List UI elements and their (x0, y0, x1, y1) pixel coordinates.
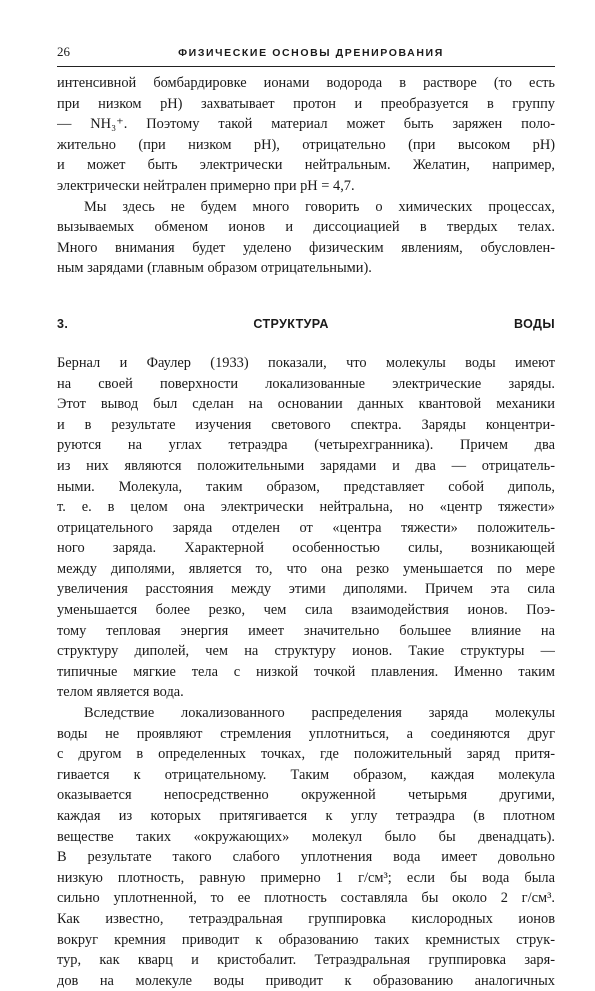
text-line: тому тепловая энергия имеет значительно большее влияние на (57, 622, 555, 639)
text-line: увеличения расстояния между этими диполями. Причем эта сила (57, 581, 555, 598)
text-line: ного заряда. Характерной особенностью силы, возникающей (57, 540, 555, 557)
text-line: интенсивной бомбардировке ионами водорода в растворе (то есть (57, 75, 555, 91)
text-line: между диполями, является то, что она резко уменьшается по мере (57, 560, 555, 577)
text-line: электрически нейтрален примерно при pH = 4,7. (57, 177, 355, 194)
text-line: вокруг кремния приводит к образованию таких кремнистых струк- (57, 931, 555, 948)
text-line: структуру диполей, чем на структуру ионов. Такие структуры — (57, 643, 555, 660)
text-line: телом является вода. (57, 684, 184, 701)
text-line: В результате такого слабого уплотнения вода имеет довольно (57, 849, 555, 866)
text-line: оказывается непосредственно окруженной четырьмя другими, (57, 787, 555, 804)
text-line: и может быть электрически нейтральным. Желатин, например, (57, 157, 555, 174)
text-line: с другом в определенных точках, где положительный заряд притя- (57, 746, 555, 763)
paragraph (57, 353, 555, 703)
text-line: т. е. в целом она электрически нейтральна, но «центр тяжести» (57, 499, 555, 516)
text-line: сильно уплотненной, то ее плотность составляла бы около 2 г/см³. (57, 890, 555, 907)
text-line: каждая из которых притягивается к углу тетраэдра (в плотном (57, 808, 555, 824)
text-line: отрицательного заряда отделен от «центра тяжести» положитель- (57, 519, 555, 536)
text-line: вызываемых обменом ионов и диссоциацией в твердых телах. (57, 219, 555, 236)
text-line: тур, как кварц и кристобалит. Тетраэдральная группировка заря- (57, 952, 555, 969)
text-line: на своей поверхности локализованные электрические заряды. (57, 375, 555, 392)
text-line: — NH₃⁺. Поэтому такой материал может быть заряжен поло- (57, 116, 555, 133)
page-number: 26 (57, 44, 70, 59)
text-line: низкую плотность, равную примерно 1 г/см³; если бы вода была (57, 869, 555, 886)
header-rule (57, 66, 555, 67)
paragraph (57, 73, 555, 197)
text-line: Вследствие локализованного распределения заряда молекулы (84, 705, 555, 722)
running-title: ФИЗИЧЕСКИЕ ОСНОВЫ ДРЕНИРОВАНИЯ (178, 47, 444, 59)
text-line: Бернал и Фаулер (1933) показали, что молекулы воды имеют (57, 354, 555, 371)
paragraph (57, 703, 555, 991)
text-line: уменьшается более резко, чем сила взаимодействия ионов. Поэ- (57, 602, 555, 619)
text-line: веществе таких «окружающих» молекул было бы двенадцать). (57, 828, 555, 845)
text-line: жительно (при низком pH), отрицательно (при высоком pH) (57, 136, 555, 153)
running-head (57, 44, 555, 62)
text-line: Этот вывод был сделан на основании данных квантовой механики (57, 396, 555, 413)
text-line: руются на углах тетраэдра (четырехгранника). Причем два (57, 437, 555, 454)
spacer (57, 335, 555, 353)
body-text (57, 73, 555, 991)
text-line: Как известно, тетраэдральная группировка кислородных ионов (57, 910, 555, 927)
text-line: ными. Молекула, таким образом, представляет собой диполь, (57, 478, 555, 495)
text-line: Много внимания будет уделено физическим явлениям, обусловлен- (57, 239, 555, 256)
text-line: воды не проявляют стремления уплотниться, а соединяются друг (57, 725, 555, 742)
book-page (57, 44, 555, 991)
text-line: ным зарядами (главным образом отрицательными). (57, 260, 372, 277)
spacer (57, 279, 555, 313)
text-line: Мы здесь не будем много говорить о химических процессах, (84, 198, 555, 215)
text-line: дов на молекуле воды приводит к образованию аналогичных (57, 972, 555, 989)
paragraph (57, 197, 555, 279)
text-line: из них являются положительными зарядами и два — отрицатель- (57, 457, 555, 474)
section-heading: 3. СТРУКТУРА ВОДЫ (57, 316, 555, 331)
text-line: при низком pH) захватывает протон и преобразуется в группу (57, 95, 555, 112)
text-line: гивается к отрицательному. Таким образом, каждая молекула (57, 766, 555, 783)
text-line: типичные мягкие тела с низкой точкой плавления. Именно таким (57, 663, 555, 680)
text-line: и в результате изучения светового спектра. Заряды концентри- (57, 416, 555, 433)
